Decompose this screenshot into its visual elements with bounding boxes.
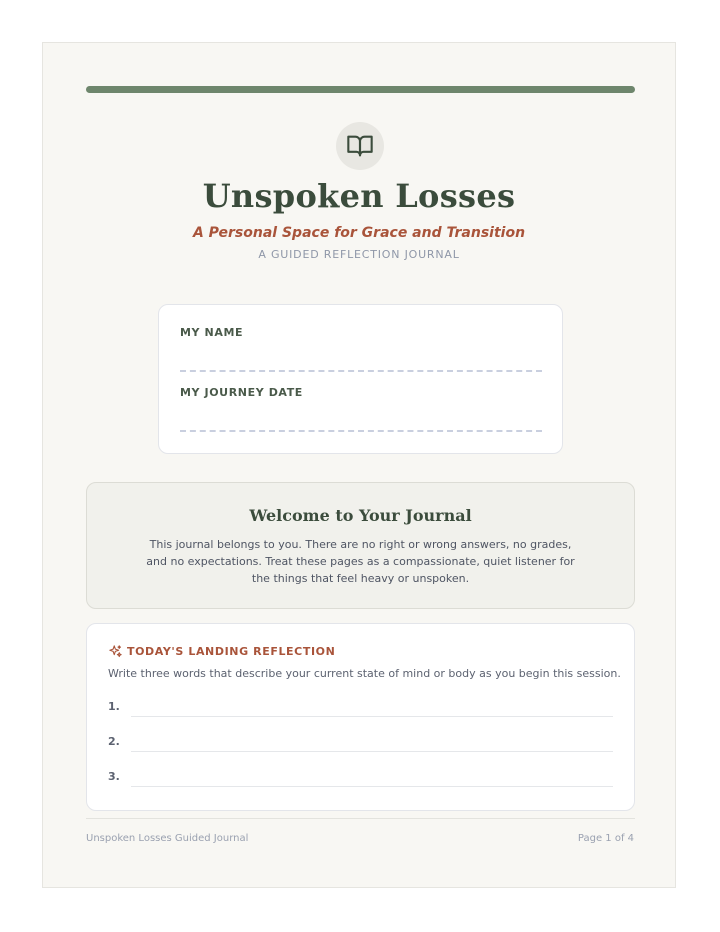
footer-page-number: Page 1 of 4 bbox=[577, 833, 634, 844]
name-label: MY NAME bbox=[180, 326, 244, 339]
answer-row bbox=[108, 770, 613, 790]
journey-date-field[interactable] bbox=[180, 430, 542, 432]
welcome-body: This journal belongs to you. There are no right or wrong answers, no grades, and no expectations. Treat these pages as a compassionate, quiet listener for the things that feel heavy or unspoken. bbox=[146, 538, 575, 585]
journal-title: Unspoken Losses bbox=[202, 177, 516, 215]
footer-journal-name: Unspoken Losses Guided Journal bbox=[86, 833, 249, 844]
footer-divider bbox=[86, 818, 635, 819]
answer-row bbox=[108, 735, 613, 755]
journal-page bbox=[42, 42, 676, 888]
open-book-icon bbox=[346, 132, 374, 160]
answer-number: 2. bbox=[108, 735, 120, 748]
reflection-heading bbox=[108, 644, 335, 659]
answer-number: 3. bbox=[108, 770, 120, 783]
welcome-title: Welcome to Your Journal bbox=[249, 506, 472, 525]
sparkle-icon bbox=[108, 644, 123, 659]
answer-field[interactable] bbox=[131, 751, 613, 752]
answer-number: 1. bbox=[108, 700, 120, 713]
reflection-title: TODAY'S LANDING REFLECTION bbox=[127, 645, 336, 658]
answer-field[interactable] bbox=[131, 716, 613, 717]
reflection-prompt: Write three words that describe your current state of mind or body as you begin this session. bbox=[108, 667, 621, 680]
landing-reflection-card bbox=[86, 623, 635, 811]
answer-row bbox=[108, 700, 613, 720]
welcome-card bbox=[86, 482, 635, 609]
personal-info-card bbox=[158, 304, 563, 454]
name-field[interactable] bbox=[180, 370, 542, 372]
top-accent-bar bbox=[86, 86, 635, 93]
book-icon-badge bbox=[336, 122, 384, 170]
journal-subtitle: A Personal Space for Grace and Transition bbox=[192, 225, 526, 241]
journey-date-label: MY JOURNEY DATE bbox=[180, 386, 303, 399]
answer-field[interactable] bbox=[131, 786, 613, 787]
journal-tagline: A GUIDED REFLECTION JOURNAL bbox=[258, 248, 460, 261]
